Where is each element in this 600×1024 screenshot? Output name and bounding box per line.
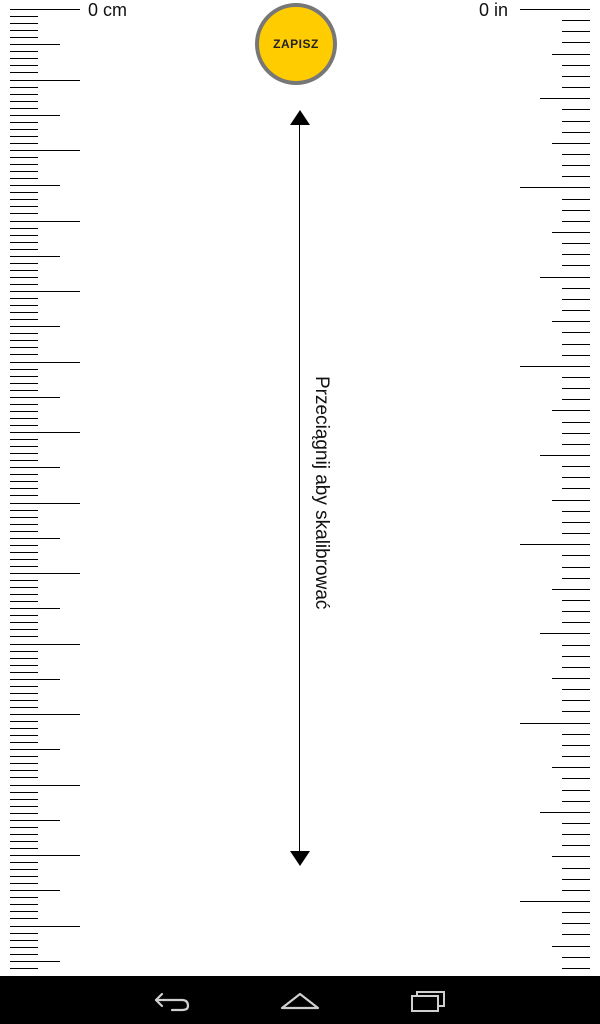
back-icon <box>142 982 202 1018</box>
inch-zero-label: 0 in <box>476 0 511 21</box>
back-button[interactable] <box>142 982 202 1018</box>
drag-hint-text: Przeciągnij aby skalibrować <box>311 376 332 610</box>
calibration-line <box>299 118 300 858</box>
calibration-handle-top[interactable] <box>290 110 310 125</box>
home-button[interactable] <box>270 982 330 1018</box>
cm-zero-label: 0 cm <box>85 0 130 21</box>
recents-icon <box>398 982 458 1018</box>
home-icon <box>270 982 330 1018</box>
recents-button[interactable] <box>398 982 458 1018</box>
save-button[interactable]: ZAPISZ <box>255 3 337 85</box>
navigation-bar <box>0 976 600 1024</box>
calibration-handle-bottom[interactable] <box>290 851 310 866</box>
